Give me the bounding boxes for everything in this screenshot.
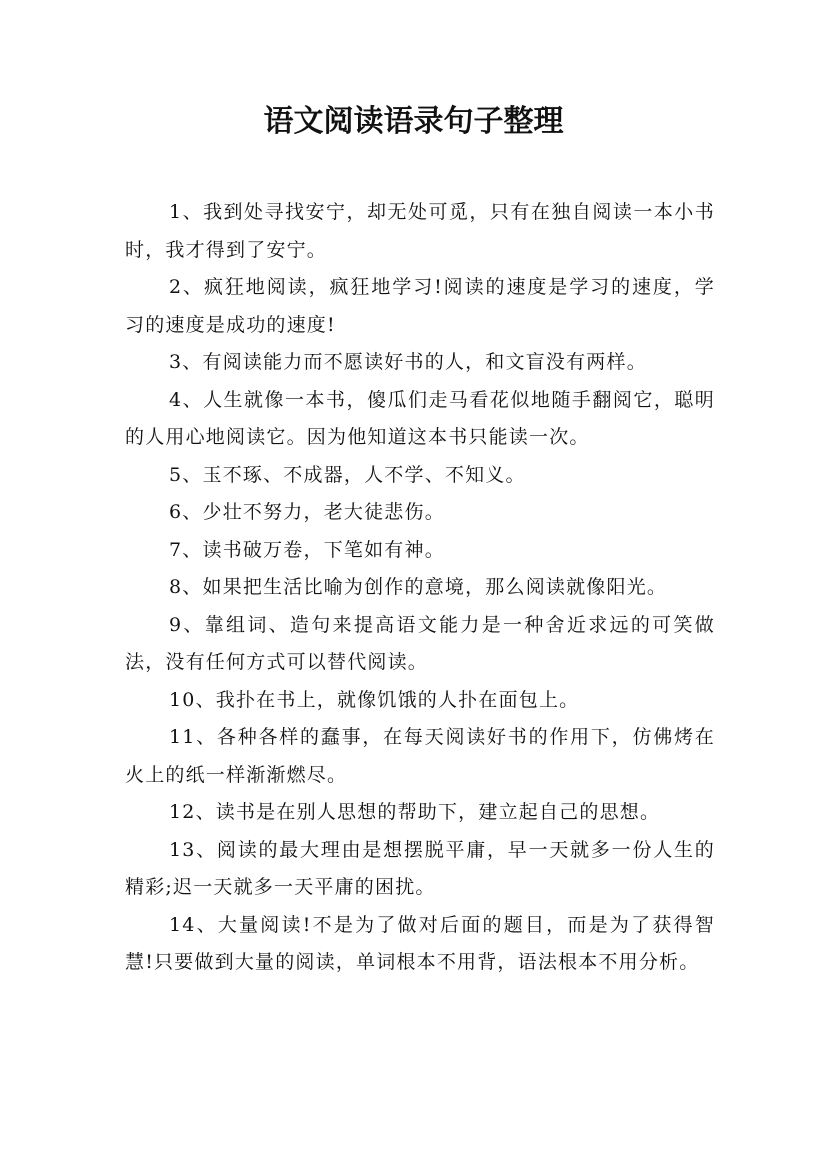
paragraph-3: 3、有阅读能力而不愿读好书的人，和文盲没有两样。 [169,351,647,373]
paragraph-5: 5、玉不琢、不成器，人不学、不知义。 [169,463,526,486]
paragraph-13: 13、阅读的最大理由是想摆脱平庸，早一天就多一份人生的精彩;迟一天就多一天平庸的困扰。 [125,838,715,898]
paragraph-9: 9、靠组词、造句来提高语文能力是一种舍近求远的可笑做法，没有任何方式可以替代阅读。 [125,613,715,673]
paragraph-14: 14、大量阅读!不是为了做对后面的题目，而是为了获得智慧!只要做到大量的阅读，单词根本不用背，语法根本不用分析。 [125,913,715,973]
paragraph-12: 12、读书是在别人思想的帮助下，建立起自己的思想。 [169,801,661,823]
paragraph-10: 10、我扑在书上，就像饥饿的人扑在面包上。 [169,688,580,711]
paragraph-11: 11、各种各样的蠢事，在每天阅读好书的作用下，仿佛烤在火上的纸一样渐渐燃尽。 [125,726,715,786]
paragraph-7: 7、读书破万卷，下笔如有神。 [169,538,445,561]
paragraph-4: 4、人生就像一本书，傻瓜们走马看花似地随手翻阅它，聪明的人用心地阅读它。因为他知道这本书只能读一次。 [125,388,715,448]
document-body [125,194,715,982]
paragraph-1: 1、我到处寻找安宁，却无处可觅，只有在独自阅读一本小书时，我才得到了安宁。 [125,201,715,261]
paragraph-2: 2、疯狂地阅读，疯狂地学习!阅读的速度是学习的速度，学习的速度是成功的速度! [125,276,715,336]
paragraph-6: 6、少壮不努力，老大徒悲伤。 [169,501,445,523]
paragraph-8: 8、如果把生活比喻为创作的意境，那么阅读就像阳光。 [169,576,668,598]
document-title: 语文阅读语录句子整理 [263,104,564,139]
